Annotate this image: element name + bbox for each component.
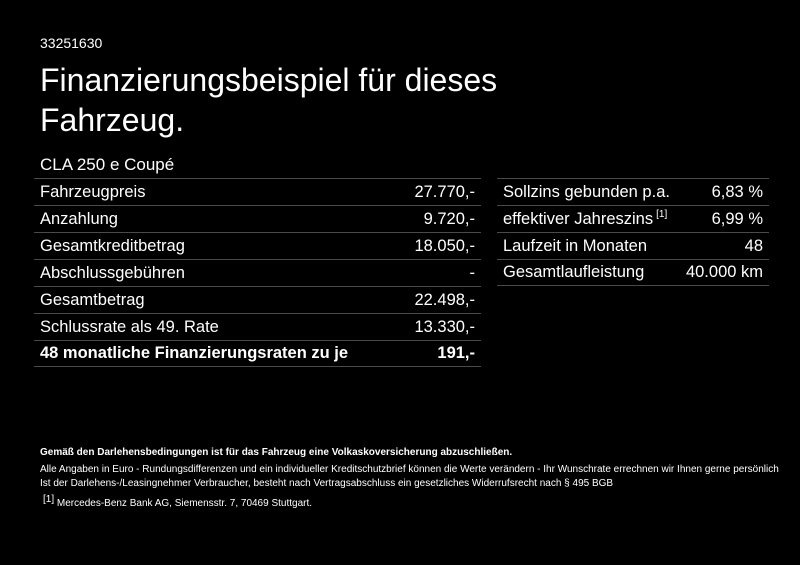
row-gesamtbetrag: [34, 286, 481, 313]
row-anzahlung: [34, 205, 481, 232]
row-value: -: [469, 263, 475, 282]
financing-table: [34, 178, 481, 367]
row-value: 22.498,-: [414, 290, 475, 309]
row-label: Gesamtkreditbetrag: [40, 236, 185, 255]
row-value: 40.000 km: [685, 263, 763, 281]
page-title: Finanzierungsbeispiel für dieses Fahrzeug.: [40, 62, 498, 138]
row-sollzins: [497, 178, 769, 205]
row-fahrzeugpreis: [34, 178, 481, 205]
footnote: [40, 493, 780, 511]
row-gesamtkreditbetrag: [34, 232, 481, 259]
row-gesamtlaufleistung: [497, 259, 769, 286]
footnote-marker: [1]: [43, 493, 55, 505]
footer-disclaimer: [40, 446, 780, 511]
interest-table: [497, 178, 769, 286]
row-monthly-rate: [34, 340, 481, 367]
row-value: 48: [744, 236, 763, 255]
row-value: 27.770,-: [414, 182, 475, 201]
withdrawal-note: Ist der Darlehens-/Leasingnehmer Verbraucher, besteht nach Vertragsabschluss ein gesetzliches Widerrufsrecht nach § 495 BGB: [40, 478, 614, 489]
row-label: Sollzins gebunden p.a.: [503, 182, 670, 201]
row-abschlussgebuehren: [34, 259, 481, 286]
row-effektiver-jahreszins: [497, 205, 769, 232]
vehicle-model: CLA 250 e Coupé: [40, 155, 175, 174]
row-value: 18.050,-: [414, 236, 475, 255]
row-value: 13.330,-: [414, 317, 475, 336]
row-label: Fahrzeugpreis: [40, 182, 146, 201]
reference-number: 33251630: [40, 35, 103, 51]
row-label: Gesamtbetrag: [40, 290, 145, 309]
row-schlussrate: [34, 313, 481, 340]
row-value: 191,-: [437, 344, 475, 362]
row-label: Abschlussgebühren: [40, 263, 185, 282]
footnote-text: Mercedes-Benz Bank AG, Siemensstr. 7, 70469 Stuttgart.: [56, 498, 313, 509]
row-label: Anzahlung: [40, 209, 118, 228]
footnote-marker: [1]: [656, 209, 668, 220]
row-label: Gesamtlaufleistung: [503, 263, 645, 281]
row-label: Laufzeit in Monaten: [503, 236, 648, 255]
row-value: 9.720,-: [423, 209, 475, 228]
disclaimer-line: Alle Angaben in Euro - Rundungsdifferenzen und ein individueller Kreditschutzbrief können die Werte verändern - Ihr Wunschrate errechnen wir Ihnen gerne persönlich: [40, 464, 779, 475]
row-value: 6,99 %: [711, 209, 763, 228]
row-label-text: effektiver Jahreszins: [503, 209, 654, 228]
row-laufzeit: [497, 232, 769, 259]
row-label: [503, 210, 667, 229]
row-label: Schlussrate als 49. Rate: [40, 317, 219, 336]
insurance-note: Gemäß den Darlehensbedingungen ist für das Fahrzeug eine Volkaskoversicherung abzuschließen.: [40, 447, 513, 458]
row-label: 48 monatliche Finanzierungsraten zu je: [40, 344, 349, 362]
row-value: 6,83 %: [711, 182, 763, 201]
